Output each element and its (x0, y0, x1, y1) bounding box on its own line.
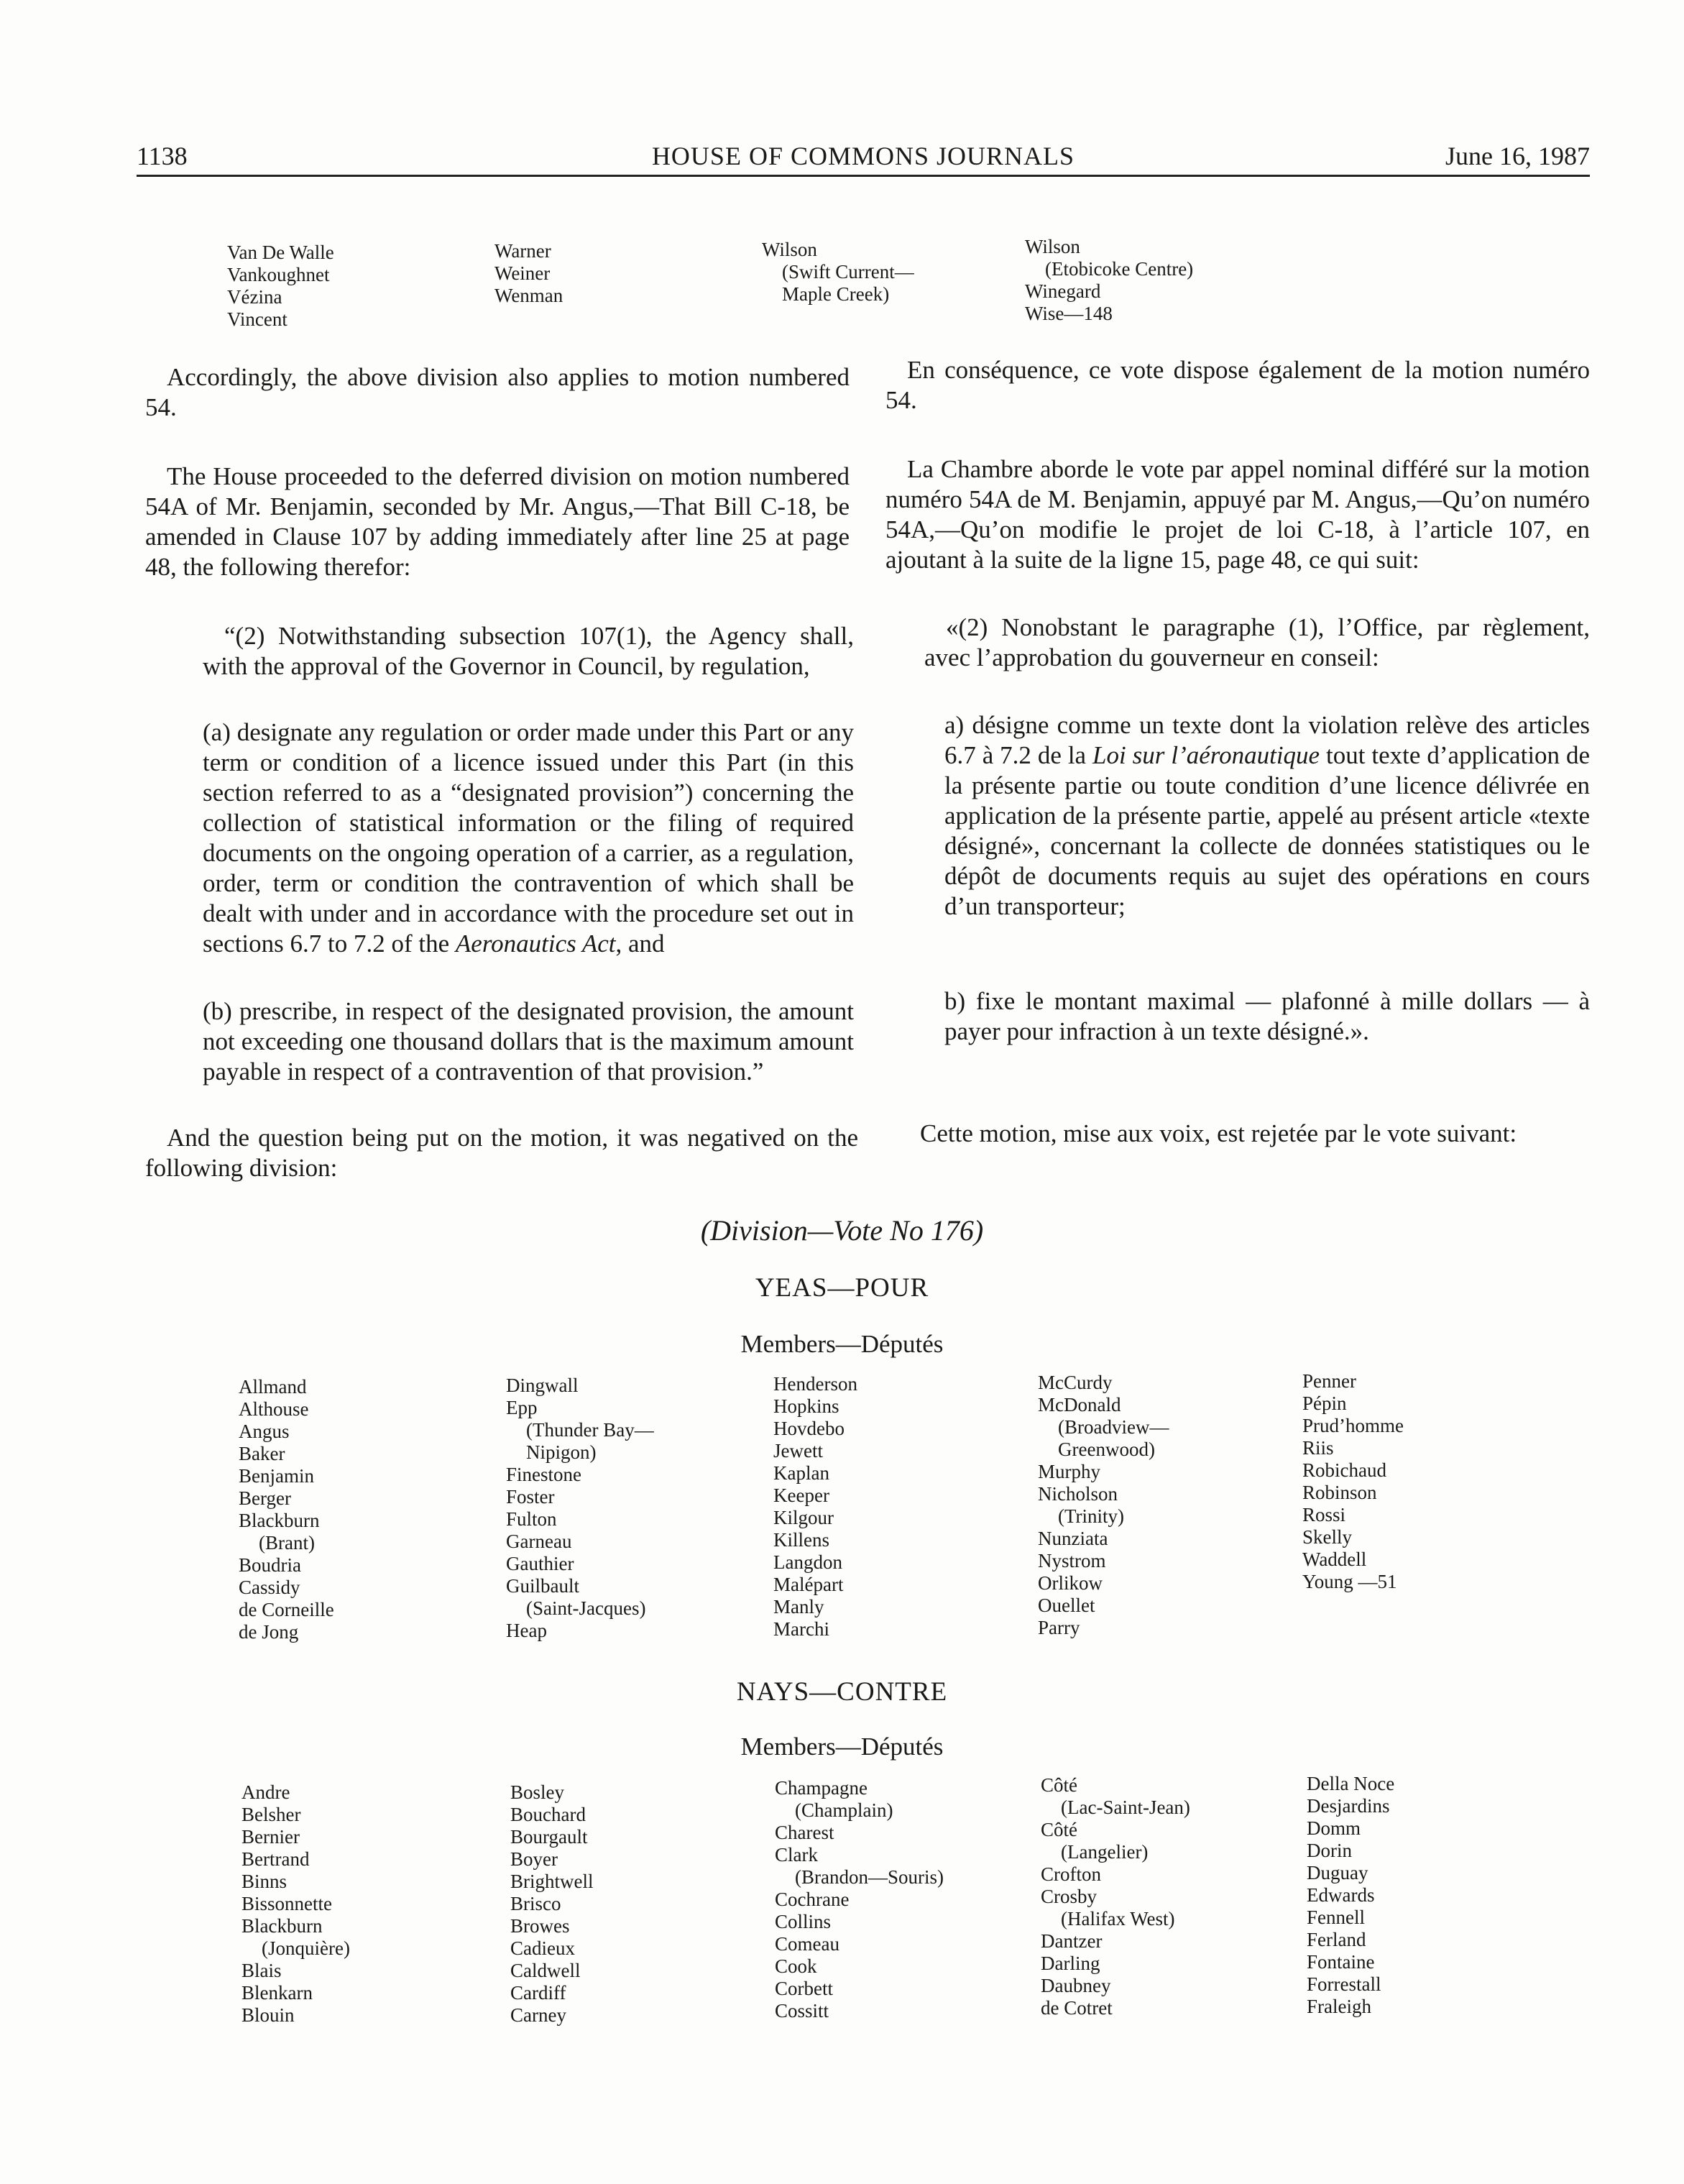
en-question: And the question being put on the motion, it was negatived on the following division: (145, 1124, 858, 1182)
member-name: Charest (775, 1822, 834, 1843)
member-name: Nystrom (1038, 1550, 1106, 1572)
member-name: Prud’homme (1302, 1415, 1404, 1436)
member-name: (Langelier) (1061, 1841, 1149, 1863)
member-name: Edwards (1307, 1884, 1375, 1906)
member-name: Dingwall (506, 1375, 579, 1396)
yeas-col5 (1302, 1370, 1404, 1593)
yeas-title: YEAS—POUR (755, 1273, 929, 1303)
member-name: Benjamin (239, 1465, 314, 1487)
member-name: Vézina (227, 286, 282, 308)
member-name: Wenman (494, 285, 563, 306)
member-name: Waddell (1302, 1548, 1367, 1570)
fr-chambre: La Chambre aborde le vote par appel nominal différé sur la motion numéro 54A de M. Benjamin, appuyé par M. Angus,—Qu’on numéro 54A,—Qu’on modifie le projet de loi C-18, à l’article 107, en ajoutant à la suite de la ligne 15, page 48, ce qui suit: (885, 455, 1590, 574)
member-name: Vincent (227, 308, 287, 330)
member-name: (Brant) (259, 1532, 315, 1554)
member-name: Vankoughnet (227, 264, 330, 285)
top-names-col3 (762, 239, 914, 306)
member-name: Robinson (1302, 1482, 1377, 1503)
member-name: Daubney (1041, 1975, 1111, 1996)
member-name: Malépart (773, 1574, 844, 1595)
member-name: Parry (1038, 1617, 1080, 1638)
yeas-members-heading: Members—Députés (740, 1330, 944, 1358)
member-name: Corbett (775, 1978, 833, 1999)
member-name: Heap (506, 1620, 547, 1641)
member-name: Guilbault (506, 1575, 579, 1597)
member-name: Riis (1302, 1437, 1334, 1459)
member-name: (Saint-Jacques) (526, 1597, 646, 1619)
member-name: (Jonquière) (262, 1937, 350, 1959)
nays-members-heading: Members—Députés (740, 1733, 944, 1761)
member-name: Blackburn (241, 1915, 323, 1937)
member-name: Finestone (506, 1464, 581, 1485)
member-name: Blouin (241, 2004, 295, 2026)
member-name: Garneau (506, 1531, 572, 1552)
member-name: Bosley (510, 1781, 565, 1803)
member-name: Henderson (773, 1373, 857, 1395)
member-name: Crofton (1041, 1863, 1101, 1885)
member-name: de Cotret (1041, 1997, 1113, 2019)
member-name: Bouchard (510, 1804, 586, 1825)
nays-col1 (241, 1781, 350, 2027)
member-name: Bertrand (241, 1848, 310, 1870)
member-name: Cochrane (775, 1889, 850, 1910)
top-names-col4 (1025, 236, 1193, 325)
member-name: (Trinity) (1058, 1505, 1125, 1527)
top-names-col2 (494, 240, 563, 307)
member-name: Dorin (1307, 1840, 1352, 1861)
member-name: Fennell (1307, 1907, 1365, 1928)
member-name: Manly (773, 1596, 824, 1618)
top-names-col1 (227, 242, 334, 331)
member-name: Champagne (775, 1777, 868, 1799)
member-name: Wilson (1025, 236, 1080, 257)
member-name: Pépin (1302, 1392, 1347, 1414)
member-name: Dantzer (1041, 1930, 1103, 1952)
member-name: Jewett (773, 1440, 823, 1462)
member-name: Langdon (773, 1551, 842, 1573)
member-name: (Thunder Bay— (526, 1419, 654, 1441)
member-name: de Jong (239, 1621, 299, 1643)
member-name: (Etobicoke Centre) (1045, 258, 1194, 280)
member-name: Fraleigh (1307, 1996, 1371, 2017)
member-name: Fontaine (1307, 1951, 1375, 1973)
member-name: Cossitt (775, 2000, 829, 2022)
member-name: Blenkarn (241, 1982, 313, 2004)
member-name: Young —51 (1302, 1571, 1397, 1592)
member-name: Kaplan (773, 1462, 829, 1484)
member-name: Bernier (241, 1826, 300, 1848)
member-name: Caldwell (510, 1960, 581, 1981)
nays-col2 (510, 1781, 594, 2027)
member-name: Rossi (1302, 1504, 1346, 1525)
member-name: Warner (494, 240, 551, 262)
en-item-b: (b) prescribe, in respect of the designated provision, the amount not exceeding one thousand dollars that is the maximum amount payable in respect of a contravention of that provision.” (203, 997, 854, 1086)
member-name: Wilson (762, 239, 817, 260)
member-name: Carney (510, 2004, 566, 2026)
member-name: Angus (239, 1421, 290, 1442)
nays-col5 (1307, 1773, 1394, 2018)
member-name: Brisco (510, 1893, 561, 1914)
member-name: McDonald (1038, 1394, 1121, 1416)
member-name: Kilgour (773, 1507, 834, 1528)
member-name: Côté (1041, 1819, 1077, 1840)
member-name: Duguay (1307, 1862, 1368, 1884)
member-name: (Brandon—Souris) (795, 1866, 944, 1888)
en-quote-intro: “(2) Notwithstanding subsection 107(1), the Agency shall, with the approval of the Governor in Council, by regulation, (203, 622, 854, 680)
member-name: Greenwood) (1058, 1439, 1155, 1460)
member-name: Althouse (239, 1398, 309, 1420)
yeas-col4 (1038, 1372, 1169, 1639)
member-name: Bourgault (510, 1826, 588, 1848)
member-name: Ferland (1307, 1929, 1366, 1950)
member-name: Bissonnette (241, 1893, 332, 1914)
en-proceeded: The House proceeded to the deferred division on motion numbered 54A of Mr. Benjamin, seconded by Mr. Angus,—That Bill C-18, be amended in Clause 107 by adding immediately after line 25 at page 48, the following therefor: (145, 462, 850, 581)
member-name: Boyer (510, 1848, 558, 1870)
member-name: Marchi (773, 1618, 829, 1640)
fr-item-a: a) désigne comme un texte dont la violation relève des articles 6.7 à 7.2 de la Loi sur l’aéronautique tout texte d’application de la présente partie ou toute condition d’une licence délivrée en application de la présente partie, appelé au présent article «texte désigné», concernant la collecte de données statistiques ou le dépôt de documents requis au sujet des opérations en cours d’un transporteur; (944, 711, 1591, 920)
member-name: Penner (1302, 1370, 1356, 1392)
fr-consequence: En conséquence, ce vote dispose également de la motion numéro 54. (885, 356, 1590, 414)
member-name: Blais (241, 1960, 282, 1981)
member-name: Gauthier (506, 1553, 574, 1574)
en-accordingly: Accordingly, the above division also applies to motion numbered 54. (145, 363, 850, 421)
journal-title: HOUSE OF COMMONS JOURNALS (651, 142, 1075, 170)
member-name: Andre (241, 1781, 290, 1803)
member-name: Berger (239, 1487, 291, 1509)
member-name: Brightwell (510, 1871, 594, 1892)
member-name: Cook (775, 1955, 817, 1977)
member-name: Clark (775, 1844, 818, 1866)
member-name: Allmand (239, 1376, 307, 1398)
nays-title: NAYS—CONTRE (736, 1677, 948, 1707)
member-name: Belsher (241, 1804, 301, 1825)
nays-col4 (1041, 1774, 1190, 2019)
member-name: Wise—148 (1025, 303, 1113, 324)
member-name: Forrestall (1307, 1973, 1381, 1995)
member-name: Weiner (494, 262, 551, 284)
member-name: Van De Walle (227, 242, 334, 263)
member-name: Nicholson (1038, 1483, 1118, 1505)
page-date: June 16, 1987 (1445, 142, 1590, 170)
member-name: Della Noce (1307, 1773, 1395, 1794)
member-name: Maple Creek) (782, 283, 890, 305)
member-name: Darling (1041, 1953, 1100, 1974)
member-name: Desjardins (1307, 1795, 1390, 1817)
member-name: Browes (510, 1915, 570, 1937)
member-name: Killens (773, 1529, 829, 1551)
yeas-col2 (506, 1375, 654, 1642)
member-name: McCurdy (1038, 1372, 1113, 1393)
member-name: Murphy (1038, 1461, 1100, 1482)
member-name: (Lac-Saint-Jean) (1061, 1797, 1190, 1818)
member-name: Domm (1307, 1817, 1361, 1839)
member-name: Hopkins (773, 1395, 839, 1417)
member-name: Nipigon) (526, 1441, 597, 1463)
member-name: Orlikow (1038, 1572, 1103, 1594)
member-name: de Corneille (239, 1599, 334, 1620)
yeas-col1 (239, 1376, 334, 1643)
member-name: Blackburn (239, 1510, 320, 1531)
member-name: Cardiff (510, 1982, 566, 2004)
fr-motion: Cette motion, mise aux voix, est rejetée par le vote suivant: (920, 1119, 1517, 1147)
member-name: Keeper (773, 1485, 829, 1506)
member-name: Winegard (1025, 280, 1101, 302)
member-name: Hovdebo (773, 1418, 845, 1439)
page-header (137, 137, 1590, 177)
member-name: Baker (239, 1443, 285, 1464)
member-name: Collins (775, 1911, 832, 1932)
en-item-a: (a) designate any regulation or order made under this Part or any term or condition of a licence issued under this Part (in this section referred to as a “designated provision”) concerning the collection of statistical information or the filing of required documents on the ongoing operation of a carrier, as a regulation, order, term or condition the contravention of which shall be dealt with under and in accordance with the procedure set out in sections 6.7 to 7.2 of the Aeronautics Act, and (203, 718, 854, 958)
member-name: Fulton (506, 1508, 557, 1530)
member-name: Binns (241, 1871, 287, 1892)
member-name: Nunziata (1038, 1528, 1108, 1549)
member-name: Boudria (239, 1554, 301, 1576)
page-number: 1138 (137, 142, 188, 170)
member-name: Cadieux (510, 1937, 575, 1959)
member-name: Ouellet (1038, 1595, 1095, 1616)
header-rule (137, 175, 1590, 177)
member-name: (Swift Current— (782, 261, 914, 283)
member-name: (Champlain) (795, 1799, 893, 1821)
nays-col3 (775, 1777, 944, 2022)
member-name: (Broadview— (1058, 1416, 1169, 1438)
member-name: (Halifax West) (1061, 1908, 1175, 1930)
fr-quote-intro: «(2) Nonobstant le paragraphe (1), l’Office, par règlement, avec l’approbation du gouverneur en conseil: (924, 613, 1590, 671)
division-heading: (Division—Vote No 176) (700, 1214, 984, 1247)
member-name: Comeau (775, 1933, 839, 1955)
member-name: Skelly (1302, 1526, 1353, 1548)
member-name: Foster (506, 1486, 555, 1508)
member-name: Epp (506, 1397, 538, 1418)
member-name: Cassidy (239, 1577, 300, 1598)
member-name: Crosby (1041, 1886, 1098, 1907)
yeas-col3 (773, 1373, 857, 1641)
fr-item-b: b) fixe le montant maximal — plafonné à mille dollars — à payer pour infraction à un texte désigné.». (944, 987, 1590, 1045)
member-name: Côté (1041, 1774, 1077, 1796)
member-name: Robichaud (1302, 1459, 1386, 1481)
